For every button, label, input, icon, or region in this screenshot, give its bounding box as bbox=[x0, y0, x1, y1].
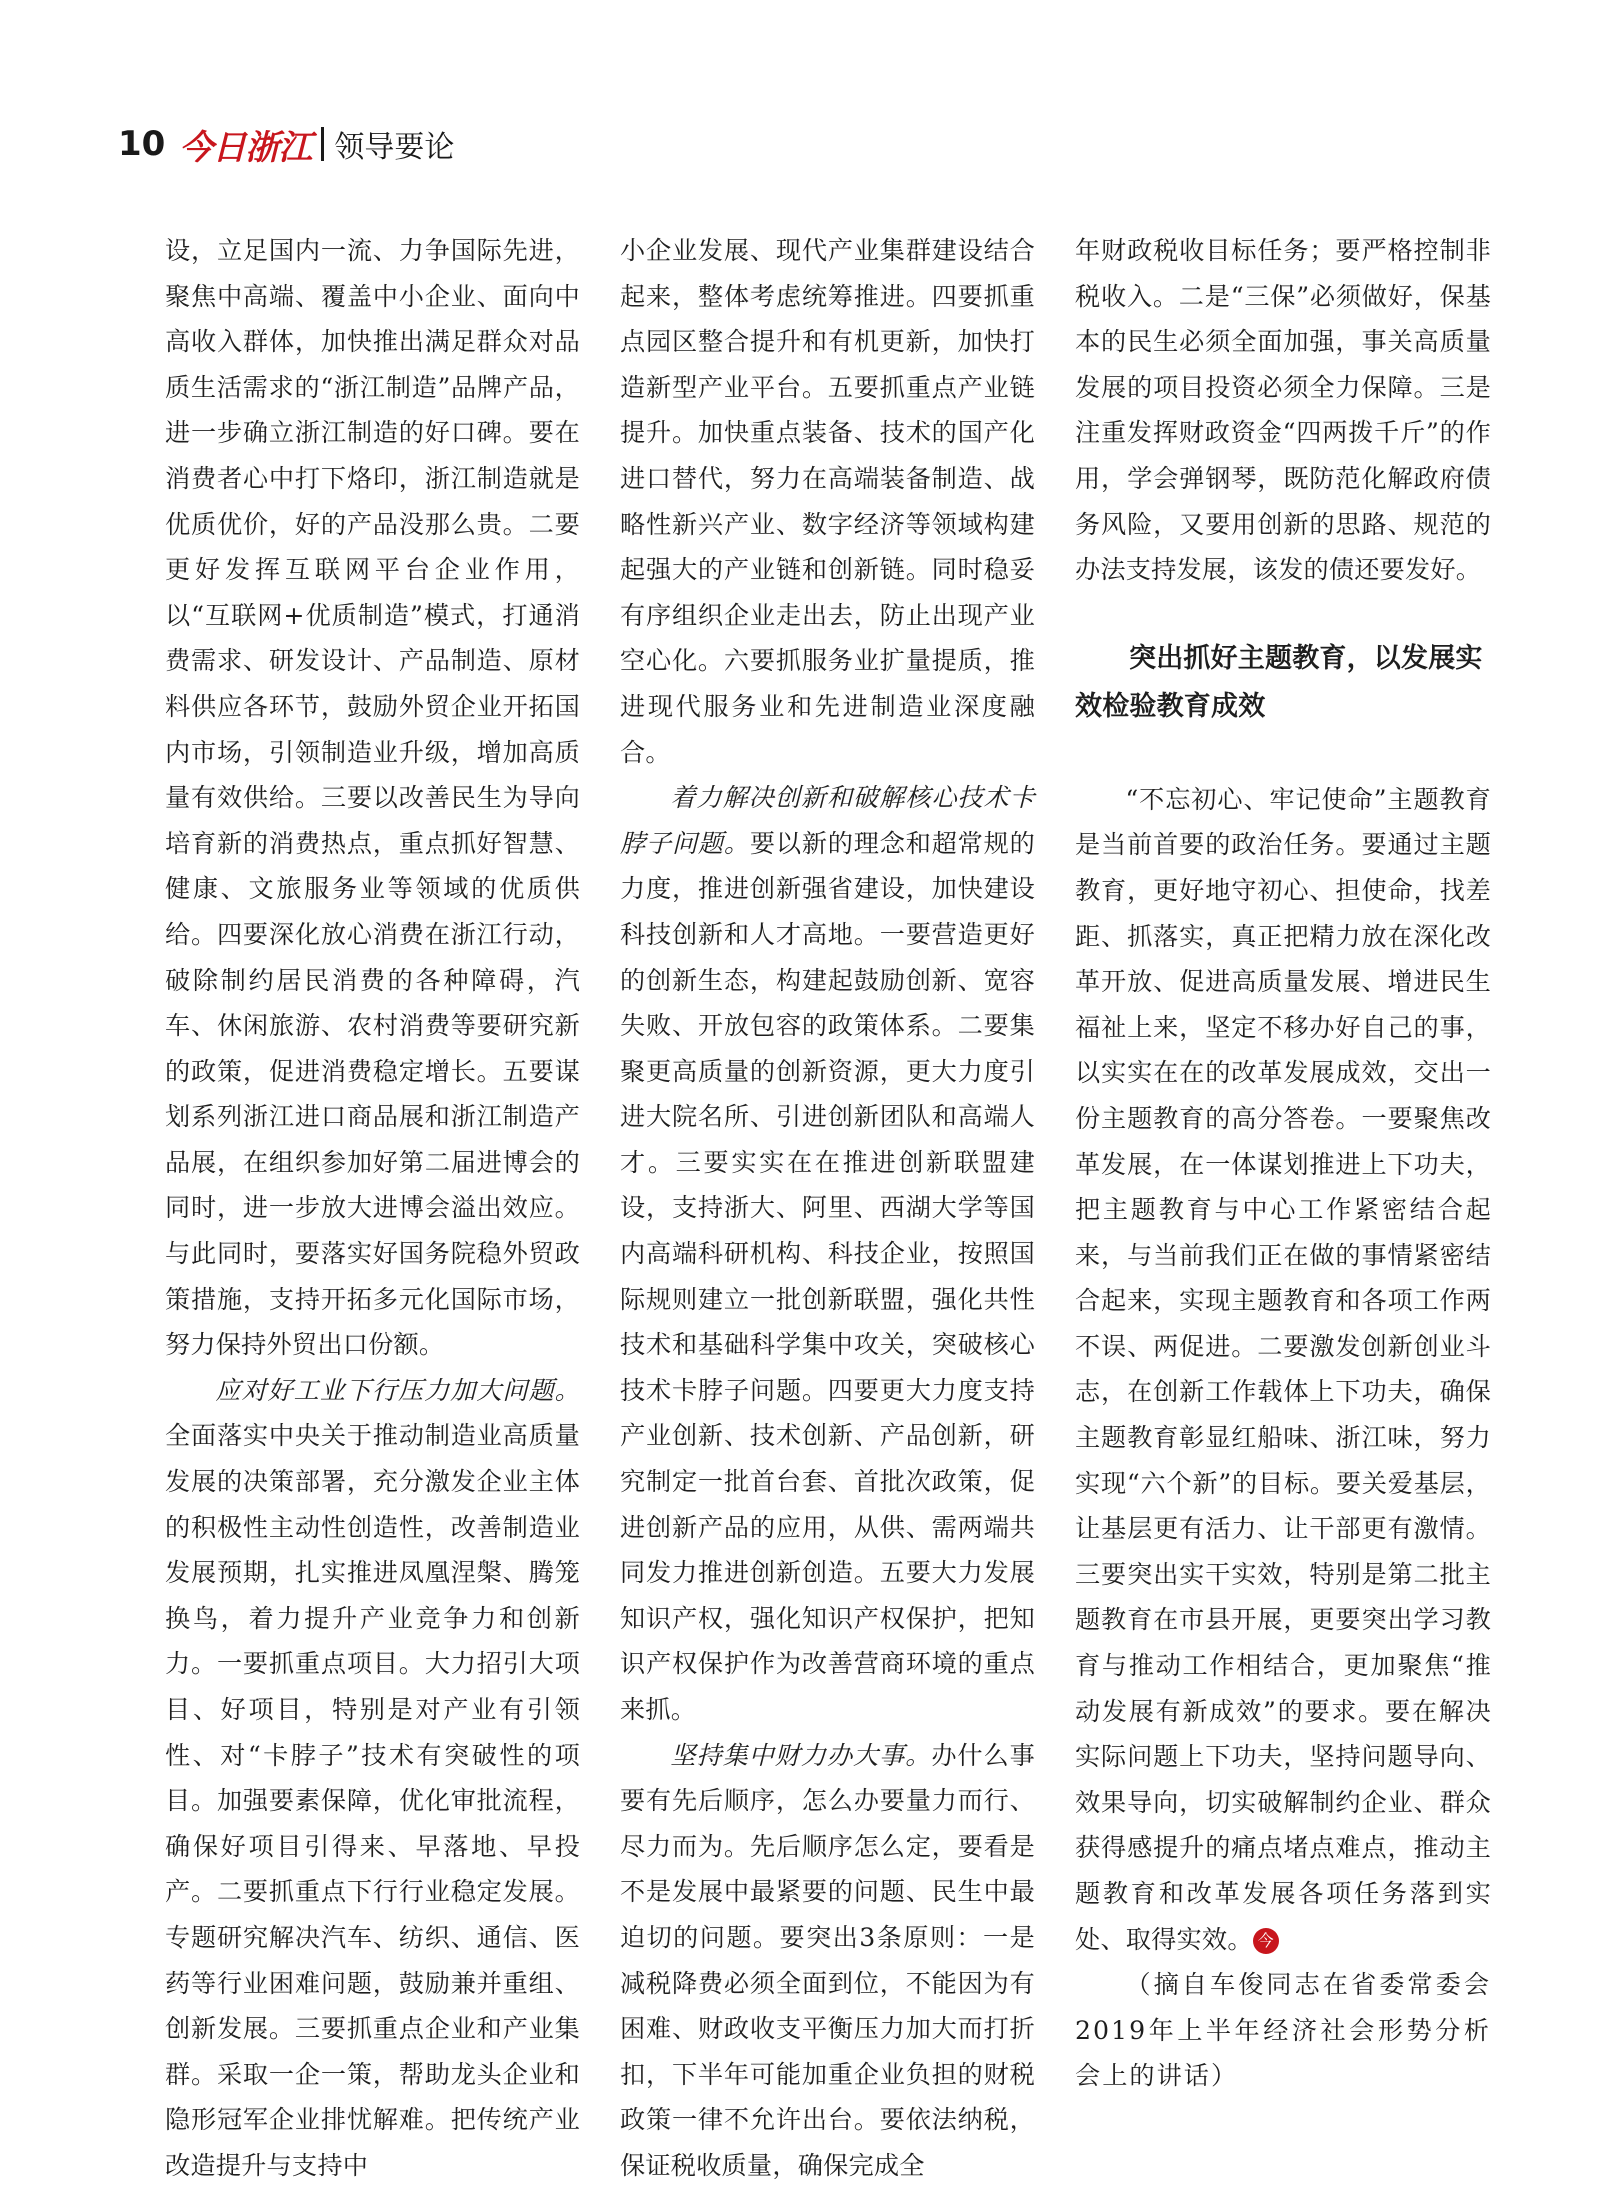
paragraph-body: 全面落实中央关于推动制造业高质量发展的决策部署，充分激发企业主体的积极性主动性创造性，改善制造业发展预期，扎实推进凤凰涅槃、腾笼换鸟，着力提升产业竞争力和创新力。一要抓重点项目。大力招引大项目、好项目，特别是对产业有引领性、对“卡脖子”技术有突破性的项目。加强要素保障，优化审批流程，确保好项目引得来、早落地、早投产。二要抓重点下行行业稳定发展。专题研究解决汽车、纺织、通信、医药等行业困难问题，鼓励兼并重组、创新发展。三要抓重点企业和产业集群。采取一企一策，帮助龙头企业和隐形冠军企业排忧解难。把传统产业改造提升与支持中 bbox=[165, 1421, 580, 2180]
paragraph bbox=[1075, 777, 1491, 1962]
section-title: 领导要论 bbox=[334, 130, 455, 165]
column-1 bbox=[165, 228, 580, 2189]
magazine-logo: 今日浙江 bbox=[179, 127, 312, 168]
paragraph: 小企业发展、现代产业集群建设结合起来，整体考虑统筹推进。四要抓重点园区整合提升和有机更新，加快打造新型产业平台。五要抓重点产业链提升。加快重点装备、技术的国产化进口替代，努力在高端装备制造、战略性新兴产业、数字经济等领域构建起强大的产业链和创新链。同时稳妥有序组织企业走出去，防止出现产业空心化。六要抓服务业扩量提质，推进现代服务业和先进制造业深度融合。 bbox=[620, 236, 1035, 767]
paragraph-body: 办什么事要有先后顺序，怎么办要量力而行、尽力而为。先后顺序怎么定，要看是不是发展中最紧要的问题、民生中最迫切的问题。要突出3条原则：一是减税降费必须全面到位，不能因为有困难、财政收支平衡压力加大而打折扣，下半年可能加重企业负担的财税政策一律不允许出台。要依法纳税，保证税收质量，确保完成全 bbox=[620, 1740, 1035, 2180]
paragraph-body: “不忘初心、牢记使命”主题教育是当前首要的政治任务。要通过主题教育，更好地守初心、担使命，找差距、抓落实，真正把精力放在深化改革开放、促进高质量发展、增进民生福祉上来，坚定不移办好自己的事，以实实在在的改革发展成效，交出一份主题教育的高分答卷。一要聚焦改革发展，在一体谋划推进上下功夫，把主题教育与中心工作紧密结合起来，与当前我们正在做的事情紧密结合起来，实现主题教育和各项工作两不误、两促进。二要激发创新创业斗志，在创新工作载体上下功夫，确保主题教育彰显红船味、浙江味，努力实现“六个新”的目标。要关爱基层，让基层更有活力、让干部更有激情。三要突出实干实效，特别是第二批主题教育在市县开展，更要突出学习教育与推动工作相结合，更加聚焦“推动发展有新成效”的要求。要在解决实际问题上下功夫，坚持问题导向、效果导向，切实破解制约企业、群众获得感提升的痛点堵点难点，推动主题教育和改革发展各项任务落到实处、取得实效。 bbox=[1075, 784, 1491, 1954]
paragraph bbox=[165, 1368, 580, 2189]
paragraph-lead: 着力解决创新和破解核心技术卡脖子问题。 bbox=[620, 783, 1035, 858]
paragraph: 年财政税收目标任务；要严格控制非税收入。二是“三保”必须做好，保基本的民生必须全面加强，事关高质量发展的项目投资必须全力保障。三是注重发挥财政资金“四两拨千斤”的作用，学会弹钢琴，既防范化解政府债务风险，又要用创新的思路、规范的办法支持发展，该发的债还要发好。 bbox=[1075, 236, 1491, 585]
paragraph: 设，立足国内一流、力争国际先进，聚焦中高端、覆盖中小企业、面向中高收入群体，加快推出满足群众对品质生活需求的“浙江制造”品牌产品，进一步确立浙江制造的好口碑。要在消费者心中打下烙印，浙江制造就是优质优价，好的产品没那么贵。二要更好发挥互联网平台企业作用，以“互联网+优质制造”模式，打通消费需求、研发设计、产品制造、原材料供应各环节，鼓励外贸企业开拓国内市场，引领制造业升级，增加高质量有效供给。三要以改善民生为导向培育新的消费热点，重点抓好智慧、健康、文旅服务业等领域的优质供给。四要深化放心消费在浙江行动，破除制约居民消费的各种障碍，汽车、休闲旅游、农村消费等要研究新的政策，促进消费稳定增长。五要谋划系列浙江进口商品展和浙江制造产品展，在组织参加好第二届进博会的同时，进一步放大进博会溢出效应。与此同时，要落实好国务院稳外贸政策措施，支持开拓多元化国际市场，努力保持外贸出口份额。 bbox=[165, 236, 580, 1360]
page-number: 10 bbox=[118, 124, 166, 164]
column-2 bbox=[620, 228, 1035, 2189]
paragraph bbox=[620, 775, 1035, 1732]
section-heading: 突出抓好主题教育，以发展实效检验教育成效 bbox=[1075, 642, 1483, 722]
paragraph-body: 要以新的理念和超常规的力度，推进创新强省建设，加快建设科技创新和人才高地。一要营造更好的创新生态，构建起鼓励创新、宽容失败、开放包容的政策体系。二要集聚更高质量的创新资源，更大力度引进大院名所、引进创新团队和高端人才。三要实实在在推进创新联盟建设，支持浙大、阿里、西湖大学等国内高端科研机构、科技企业，按照国际规则建立一批创新联盟，强化共性技术和基础科学集中攻关，突破核心技术卡脖子问题。四要更大力度支持产业创新、技术创新、产品创新，研究制定一批首台套、首批次政策，促进创新产品的应用，从供、需两端共同发力推进创新创造。五要大力发展知识产权，强化知识产权保护，把知识产权保护作为改善营商环境的重点来抓。 bbox=[620, 828, 1036, 1724]
page-header bbox=[118, 118, 454, 170]
header-divider bbox=[321, 127, 324, 161]
column-3 bbox=[1075, 228, 1491, 2099]
paragraph-lead: 应对好工业下行压力加大问题。 bbox=[215, 1375, 580, 1405]
paragraph bbox=[620, 1733, 1035, 2189]
paragraph-lead: 坚持集中财力办大事。 bbox=[670, 1740, 932, 1770]
end-mark-icon: 今 bbox=[1253, 1928, 1279, 1954]
source-note: （摘自车俊同志在省委常委会2019年上半年经济社会形势分析会上的讲话） bbox=[1075, 1970, 1491, 2091]
